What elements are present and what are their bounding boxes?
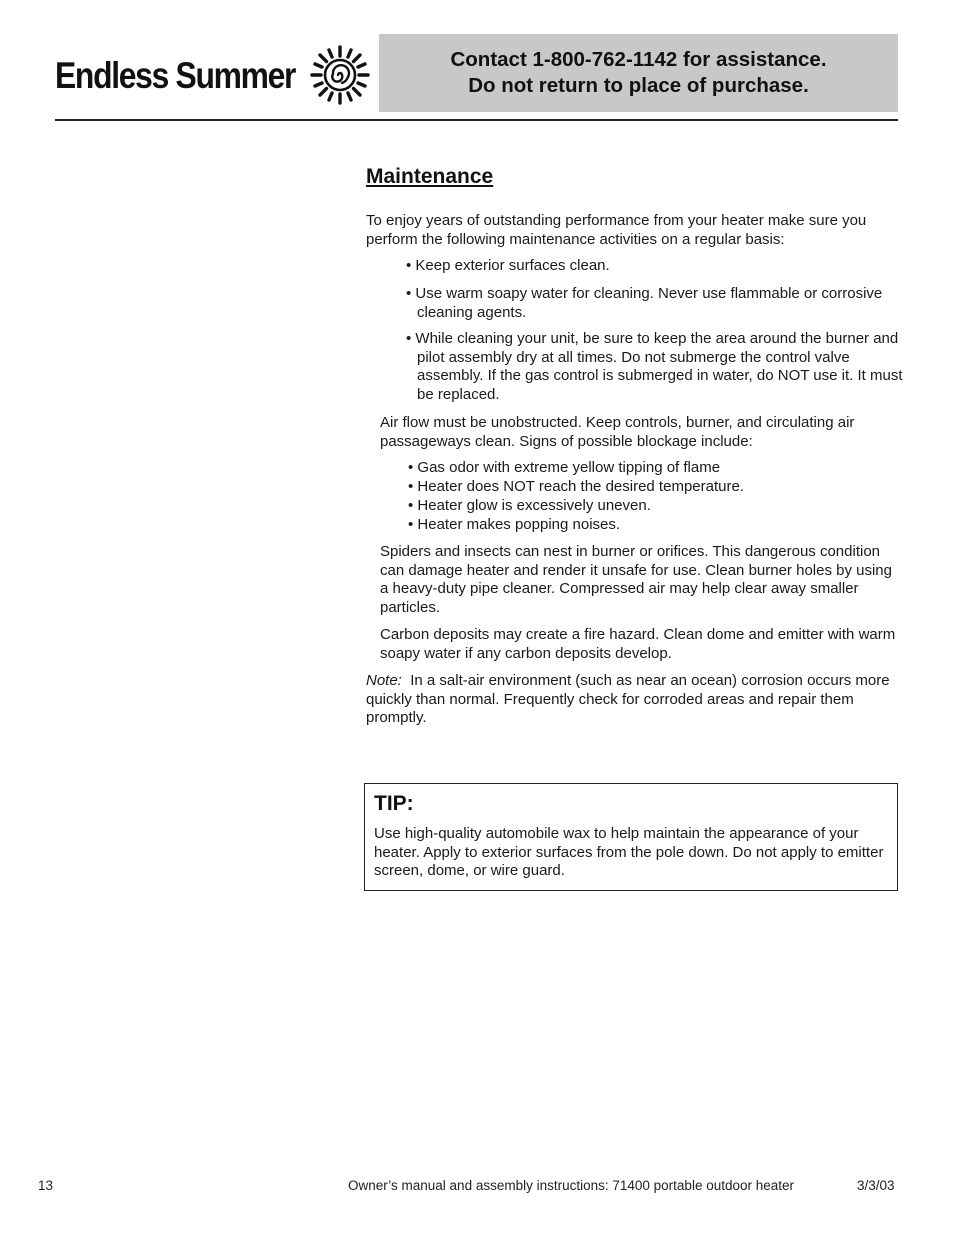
page-number: 13 — [38, 1178, 54, 1193]
spiders-paragraph: Spiders and insects can nest in burner or orifices. This dangerous condition can damage heater and render it unsafe for use. Clean burner holes by using a heavy-duty pipe cleaner. Compressed air may help clear away smaller particles. — [380, 543, 892, 617]
carbon-paragraph: Carbon deposits may create a fire hazard. Clean dome and emitter with warm soapy water if any carbon deposits develop. — [380, 626, 896, 662]
list-item: • Heater makes popping noises. — [408, 516, 621, 533]
note-paragraph — [366, 672, 896, 728]
brand-logo — [55, 40, 334, 112]
sun-icon — [309, 44, 371, 106]
note-label: Note: — [366, 672, 402, 689]
section-title: Maintenance — [366, 165, 494, 188]
list-item: • Use warm soapy water for cleaning. Never use flammable or corrosive cleaning agents. — [406, 285, 883, 321]
note-text: In a salt-air environment (such as near an ocean) corrosion occurs more quickly than normal. Frequently check for corroded areas and repair them promptly. — [366, 672, 890, 727]
list-item: • Keep exterior surfaces clean. — [406, 257, 610, 274]
contact-line-2: Do not return to place of purchase. — [468, 74, 809, 97]
tip-title: TIP: — [374, 792, 414, 815]
intro-paragraph: To enjoy years of outstanding performance from your heater make sure you perform the following maintenance activities on a regular basis: — [366, 212, 867, 248]
footer-date: 3/3/03 — [857, 1178, 895, 1193]
list-item: • Heater does NOT reach the desired temperature. — [408, 478, 744, 495]
footer-manual-title: Owner’s manual and assembly instructions: 71400 portable outdoor heater — [348, 1178, 795, 1193]
airflow-paragraph: Air flow must be unobstructed. Keep controls, burner, and circulating air passageways clean. Signs of possible blockage include: — [380, 414, 855, 450]
tip-box — [364, 783, 898, 891]
contact-banner — [379, 34, 898, 112]
list-item: • Heater glow is excessively uneven. — [408, 497, 651, 514]
list-item: • Gas odor with extreme yellow tipping of flame — [408, 459, 721, 476]
list-item: • While cleaning your unit, be sure to keep the area around the burner and pilot assembly dry at all times. Do not submerge the control valve assembly. If the gas control is submerged in water, do NOT use it. It must be replaced. — [406, 330, 903, 404]
logo-text: Endless Summer — [55, 55, 296, 96]
contact-line-1: Contact 1-800-762-1142 for assistance. — [450, 48, 827, 71]
header-divider — [55, 119, 898, 121]
tip-text: Use high-quality automobile wax to help maintain the appearance of your heater. Apply to exterior surfaces from the pole down. Do not apply to emitter screen, dome, or wire guard. — [374, 825, 884, 880]
